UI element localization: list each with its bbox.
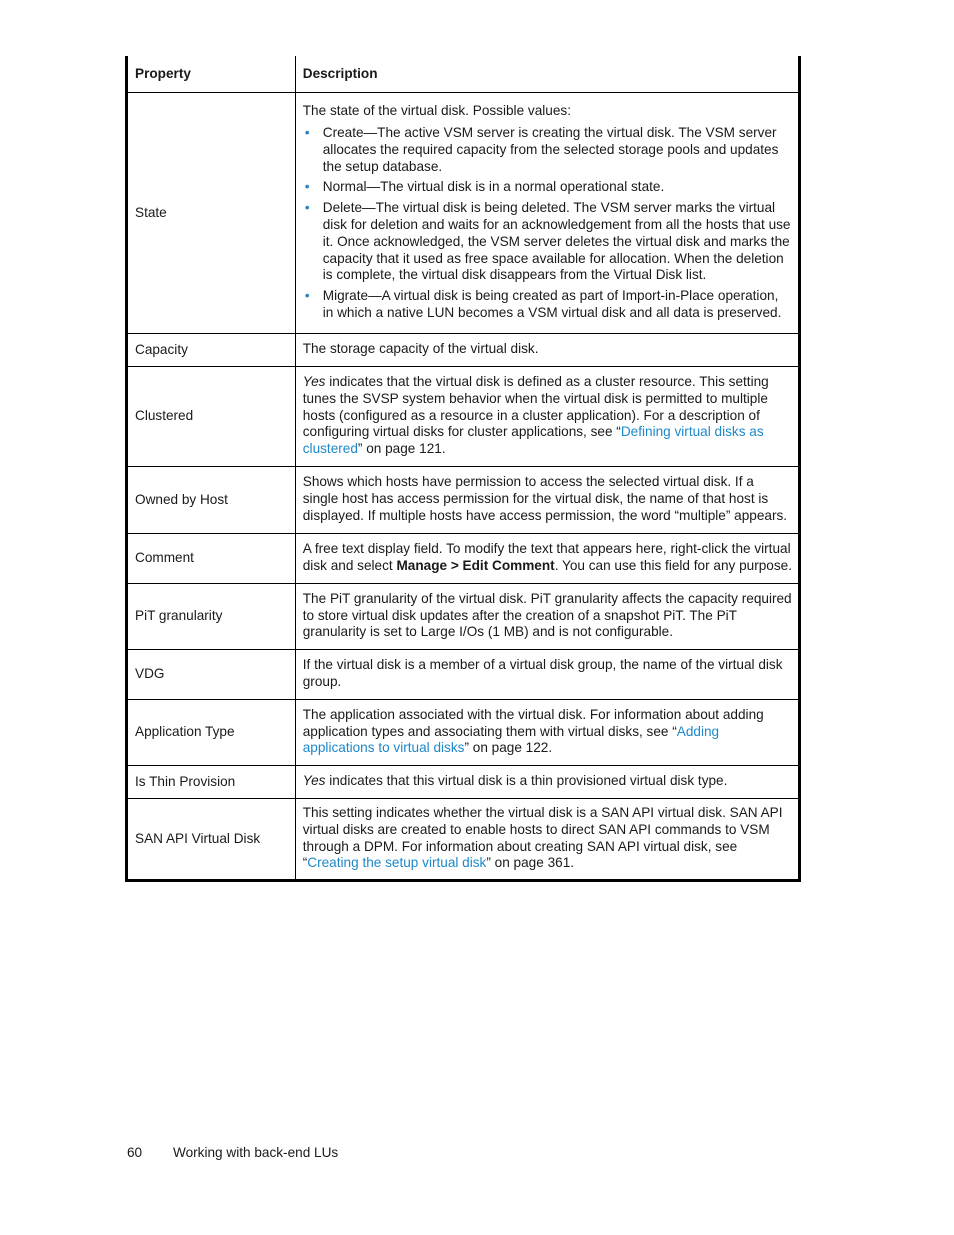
table-row [127, 766, 800, 799]
description-text: indicates that this virtual disk is a thin provisioned virtual disk type. [325, 773, 728, 789]
description-text: indicates that the virtual disk is defined as a cluster resource. This setting tunes the SVSP system behavior when the virtual disk is permitted to multiple hosts (configured as a resource in a cluster application). For a description of configuring virtual disks for cluster applications, see “ [302, 374, 769, 440]
description-text: This setting indicates whether the virtual disk is a SAN API virtual disk. SAN API virtual disks are created to enable hosts to direct SAN API commands to VSM through a DPM. For information about creating SAN API virtual disk, see “ [302, 805, 783, 871]
property-description [295, 367, 799, 467]
property-description [295, 799, 799, 881]
property-description: If the virtual disk is a member of a virtual disk group, the name of the virtual disk group. [295, 650, 799, 700]
description-text: A free text display field. To modify the text that appears here, right-click the virtual disk and select [302, 541, 791, 573]
property-description [295, 93, 799, 334]
header-property: Property [127, 56, 296, 93]
table-row [127, 467, 800, 534]
property-name: State [127, 93, 296, 334]
table-row [127, 799, 800, 881]
list-item [303, 288, 792, 322]
description-text: . You can use this field for any purpose. [554, 558, 792, 573]
link-adding-applications[interactable]: Adding applications to virtual disks [302, 723, 720, 756]
state-values-list [303, 125, 792, 322]
description-text: The application associated with the virtual disk. For information about adding application types and associating them with virtual disks, see “ [302, 706, 764, 739]
description-text: ” on page 122. [464, 740, 553, 756]
property-name: Application Type [127, 700, 296, 766]
state-value-delete: Delete—The virtual disk is being deleted. The VSM server marks the virtual disk for deletion and waits for an acknowledgement from all the hosts that use it. Once acknowledged, the VSM server deletes the virtual disk and marks the capacity that it used as free space available for allocation. When the deletion is complete, the virtual disk disappears from the Virtual Disk list. [322, 200, 791, 283]
property-name: Owned by Host [127, 467, 296, 534]
table-row [127, 93, 800, 334]
property-name: PiT granularity [127, 584, 296, 650]
state-intro: The state of the virtual disk. Possible values: [302, 103, 571, 119]
link-defining-virtual-disks-clustered[interactable]: Defining virtual disks as clustered [302, 424, 764, 457]
state-value-create: Create—The active VSM server is creating the virtual disk. The VSM server allocates the required capacity from the selected storage pools and updates the setup database. [322, 125, 779, 174]
list-item [303, 179, 792, 196]
bullet-icon: • [304, 199, 310, 216]
property-description [295, 700, 799, 766]
table-row [127, 367, 800, 467]
page-number: 60 [127, 1145, 143, 1160]
yes-term: Yes [302, 773, 326, 789]
property-description: The PiT granularity of the virtual disk. PiT granularity affects the capacity required to store virtual disk updates after the creation of a snapshot PiT. The PiT granularity is set to Large I/Os (1 MB) and is not configurable. [295, 584, 799, 650]
property-name: VDG [127, 650, 296, 700]
property-description: Shows which hosts have permission to access the selected virtual disk. If a single host has access permission for the virtual disk, the name of that host is displayed. If multiple hosts have access permission, the word “multiple” appears. [295, 467, 799, 534]
yes-term: Yes [302, 374, 326, 389]
table-row [127, 534, 800, 584]
table-header-row [127, 56, 800, 93]
table-row [127, 334, 800, 367]
bullet-icon: • [304, 178, 310, 195]
table-row [127, 650, 800, 700]
menu-path: Manage > Edit Comment [396, 558, 555, 573]
table-row [127, 700, 800, 766]
header-description: Description [295, 56, 799, 93]
property-name: Is Thin Provision [127, 766, 296, 799]
bullet-icon: • [304, 287, 310, 304]
table-row [127, 584, 800, 650]
list-item [303, 125, 792, 175]
description-text: ” on page 361. [486, 855, 575, 871]
properties-table [125, 56, 801, 882]
property-description [295, 766, 799, 799]
property-name: SAN API Virtual Disk [127, 799, 296, 881]
bullet-icon: • [304, 124, 310, 141]
state-value-migrate: Migrate—A virtual disk is being created as part of Import-in-Place operation, in which a native LUN becomes a VSM virtual disk and all data is preserved. [322, 288, 782, 320]
property-name: Capacity [127, 334, 296, 367]
footer-section-title: Working with back-end LUs [173, 1145, 339, 1160]
property-description: The storage capacity of the virtual disk. [295, 334, 799, 367]
state-value-normal: Normal—The virtual disk is in a normal operational state. [322, 179, 665, 195]
property-description [295, 534, 799, 584]
list-item [303, 200, 792, 284]
property-name: Clustered [127, 367, 296, 467]
link-creating-setup-virtual-disk[interactable]: Creating the setup virtual disk [307, 855, 487, 871]
page-footer [127, 1145, 338, 1160]
property-name: Comment [127, 534, 296, 584]
description-text: ” on page 121. [357, 441, 446, 457]
